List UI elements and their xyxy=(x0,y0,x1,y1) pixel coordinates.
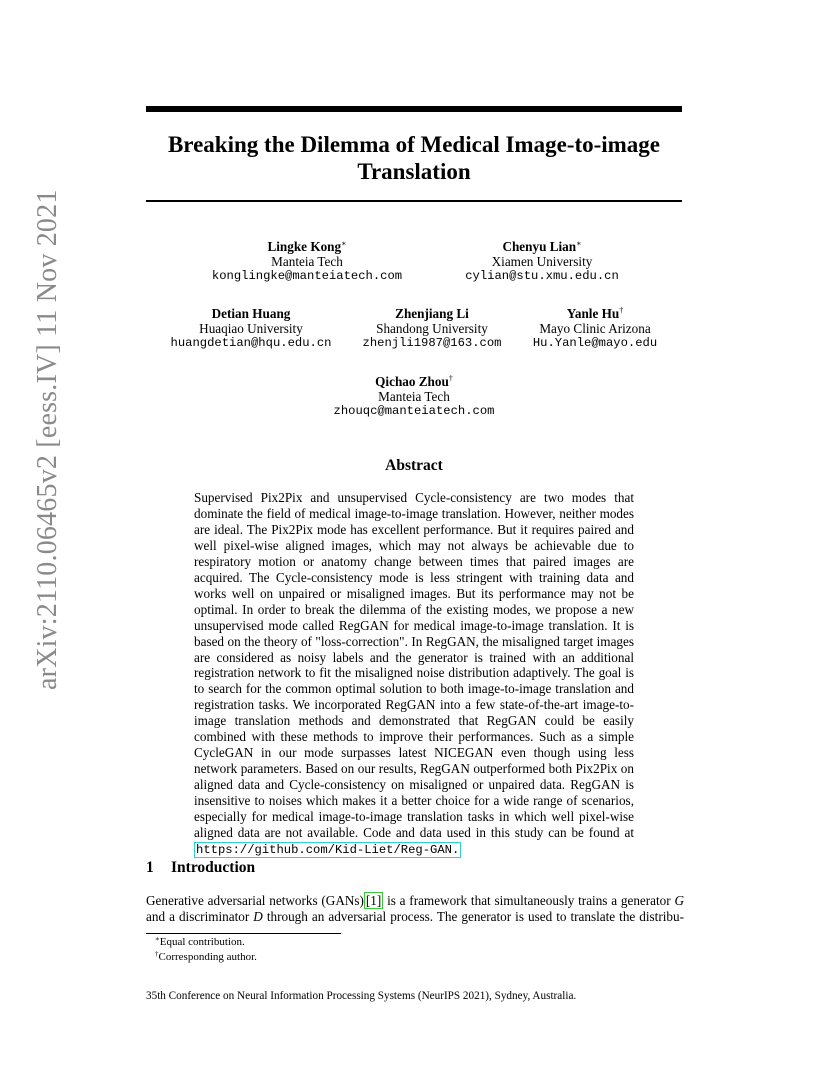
author-name: Qichao Zhou xyxy=(375,374,449,389)
abstract-heading: Abstract xyxy=(385,457,443,474)
title-bottom-rule xyxy=(146,200,682,202)
author-affiliation: Manteia Tech xyxy=(271,254,343,269)
author-affiliation: Shandong University xyxy=(376,321,488,336)
author-email[interactable]: cylian@stu.xmu.edu.cn xyxy=(465,269,619,283)
author-name: Zhenjiang Li xyxy=(395,306,469,321)
title-top-rule xyxy=(146,106,682,112)
author-block xyxy=(314,374,514,419)
author-email[interactable]: Hu.Yanle@mayo.edu xyxy=(532,336,658,350)
footnote xyxy=(155,936,245,949)
author-block xyxy=(207,239,407,284)
footnote xyxy=(155,951,257,964)
intro-text: through an adversarial process. The generator is used to translate the distribu- xyxy=(262,909,684,924)
math-var: D xyxy=(253,909,263,924)
math-var: G xyxy=(674,893,684,908)
footnote-text: Corresponding author. xyxy=(158,951,257,963)
author-block xyxy=(151,306,351,351)
author-affiliation: Manteia Tech xyxy=(378,389,450,404)
author-email[interactable]: zhenjli1987@163.com xyxy=(362,336,502,350)
section-title: Introduction xyxy=(171,859,256,876)
section-number: 1 xyxy=(146,859,154,876)
title-line-2: Translation xyxy=(357,159,471,184)
author-name: Chenyu Lian xyxy=(502,239,577,254)
author-mark: † xyxy=(619,306,624,315)
intro-line-1 xyxy=(146,893,684,909)
footnote-text: Equal contribution. xyxy=(159,936,245,948)
footnote-mark: † xyxy=(155,950,159,958)
arxiv-stamp: arXiv:2110.06465v2 [eess.IV] 11 Nov 2021 xyxy=(32,189,63,690)
footnote-rule xyxy=(146,933,341,934)
author-email[interactable]: konglingke@manteiatech.com xyxy=(211,269,403,283)
code-link[interactable]: https://github.com/Kid-Liet/Reg-GAN. xyxy=(196,842,460,857)
paper-title xyxy=(146,131,682,185)
intro-text: Generative adversarial networks (GANs) xyxy=(146,893,364,908)
author-block xyxy=(442,239,642,284)
abstract-text: Supervised Pix2Pix and unsupervised Cycle-consistency are two modes that dominate the field of medical image-to-image translation. However, neither modes are ideal. The Pix2Pix mode has excellent performance. But it requires paired and well pixel-wise aligned images, which may not always be achievable due to respiratory motion or anatomy change between times that paired images are acquired. The Cycle-consistency mode is less stringent with training data and works well on unpaired or misaligned images. But its performance may not be optimal. In order to break the dilemma of the existing modes, we propose a new unsupervised mode called RegGAN for medical image-to-image translation. It is based on the theory of "loss-correction". In RegGAN, the misaligned target images are considered as noisy labels and the generator is trained with an additional registration network to fit the misaligned noise distribution adaptively. The goal is to search for the common optimal solution to both image-to-image translation and registration tasks. We incorporated RegGAN into a few state-of-the-art image-to-image translation methods and demonstrated that RegGAN could be easily combined with these methods to improve their performances. Such as a simple CycleGAN in our mode surpasses latest NICEGAN even though using less network parameters. Based on our results, RegGAN outperformed both Pix2Pix on aligned data and Cycle-consistency on misaligned or unpaired data. RegGAN is insensitive to noises which makes it a better choice for a wide range of scenarios, especially for medical image-to-image translation tasks in which well pixel-wise aligned data are not available. Code and data used in this study can be found at xyxy=(194,490,634,841)
intro-text: is a framework that simultaneously trains a generator xyxy=(383,893,675,908)
conference-note: 35th Conference on Neural Information Processing Systems (NeurIPS 2021), Sydney, Australia. xyxy=(146,990,577,1002)
author-email[interactable]: zhouqc@manteiatech.com xyxy=(333,404,495,418)
citation-link[interactable]: [1] xyxy=(365,893,382,908)
author-affiliation: Huaqiao University xyxy=(199,321,303,336)
author-affiliation: Xiamen University xyxy=(491,254,593,269)
intro-paragraph xyxy=(146,893,684,925)
intro-text: and a discriminator xyxy=(146,909,254,924)
section-heading xyxy=(146,859,255,877)
author-mark: ∗ xyxy=(576,239,582,248)
abstract-body xyxy=(194,490,634,859)
author-affiliation: Mayo Clinic Arizona xyxy=(539,321,651,336)
author-name: Detian Huang xyxy=(211,306,291,321)
author-email[interactable]: huangdetian@hqu.edu.cn xyxy=(170,336,332,350)
author-name: Yanle Hu xyxy=(566,306,620,321)
author-mark: ∗ xyxy=(341,239,347,248)
intro-line-2 xyxy=(146,909,684,925)
footnote-mark: ∗ xyxy=(155,935,160,943)
author-block xyxy=(495,306,695,351)
title-line-1: Breaking the Dilemma of Medical Image-to-image xyxy=(167,132,661,157)
author-name: Lingke Kong xyxy=(267,239,342,254)
author-mark: † xyxy=(448,374,453,383)
